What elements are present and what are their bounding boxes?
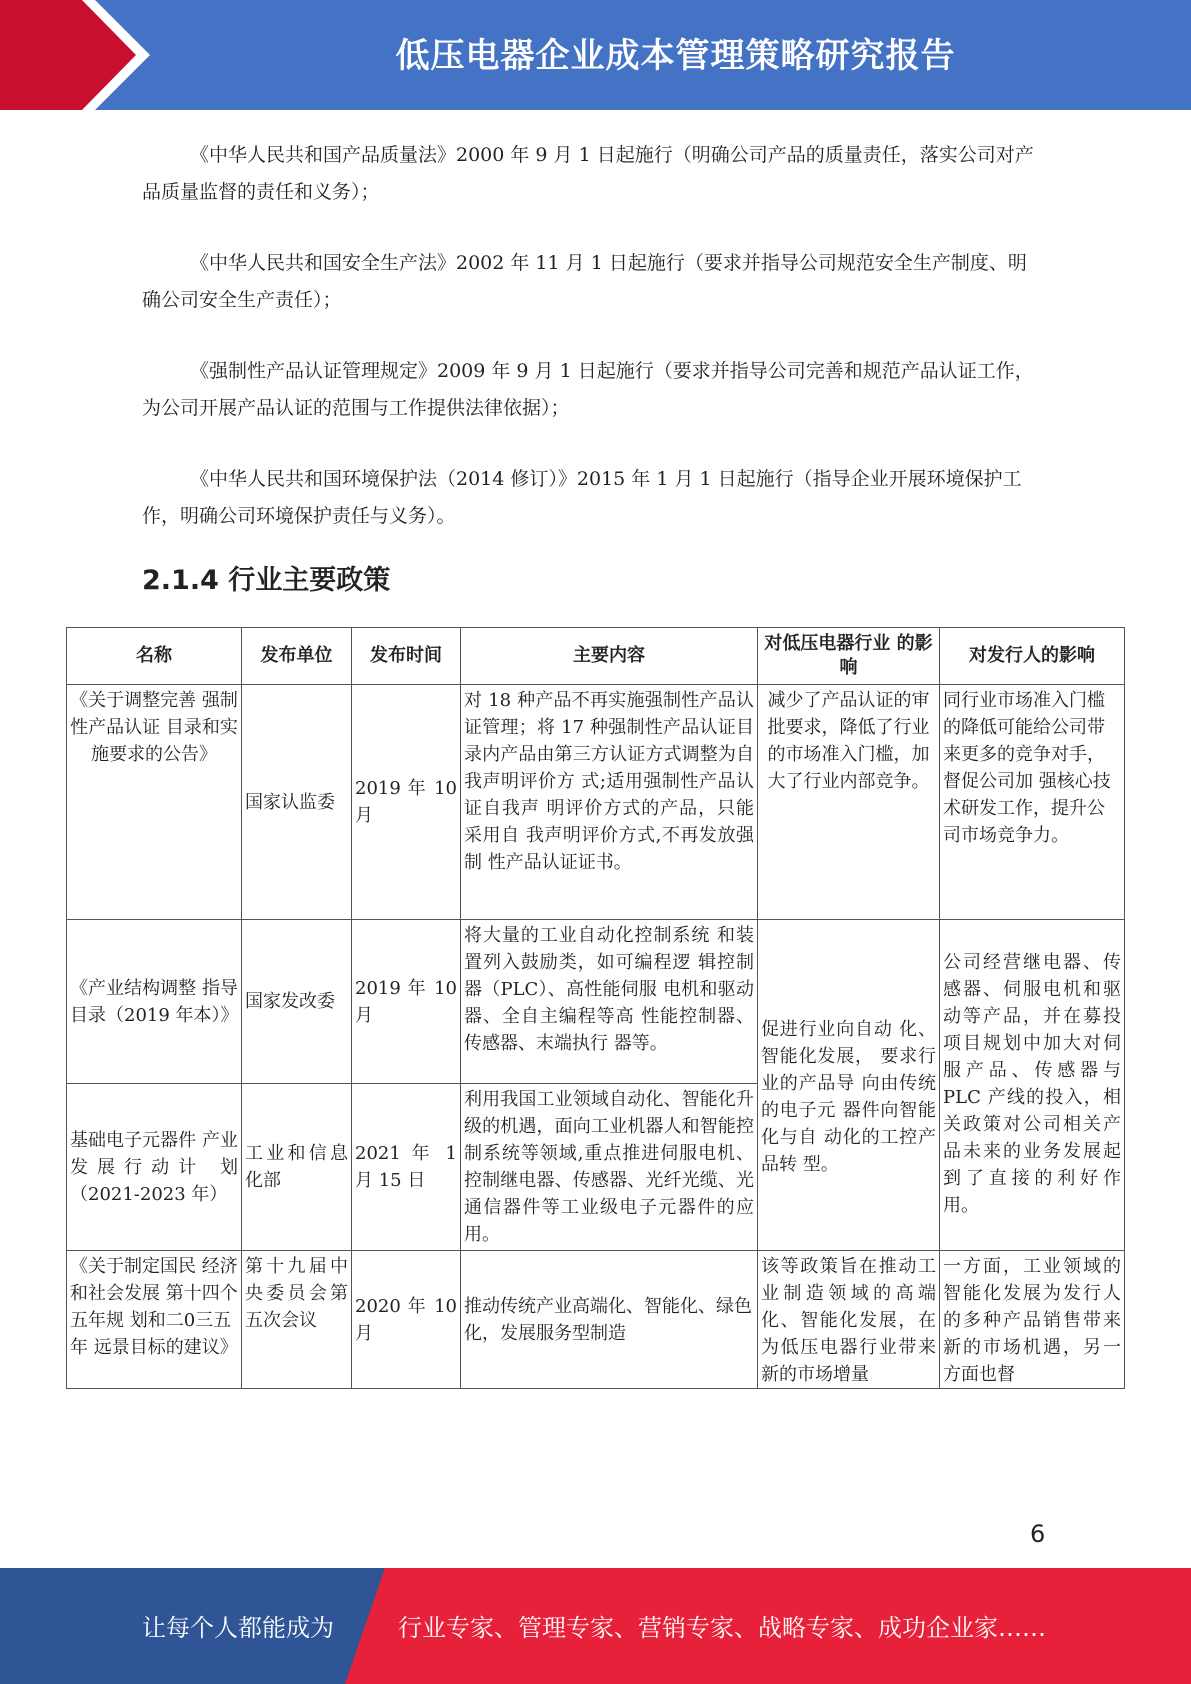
column-header-name: 名称 xyxy=(67,628,242,685)
policy-name: 《关于调整完善 强制性产品认证 目录和实施要求的公告》 xyxy=(67,685,242,920)
paragraph-compulsory-certification: 《强制性产品认证管理规定》2009 年 9 月 1 日起施行（要求并指导公司完善和规范产品认证工作，为公司开展产品认证的范围与工作提供法律依据）； xyxy=(142,360,1034,419)
policy-name: 基础电子元器件 产业发展行动计 划（2021-2023 年） xyxy=(67,1084,242,1251)
industry-impact xyxy=(758,1251,940,1389)
policy-content: 对 18 种产品不再实施强制性产品认证管理；将 17 种强制性产品认证目录内产品由第三方认证方式调整为自我声明评价方 式;适用强制性产品认证自我声 明评价方式的产品，只能采用自 我声明评价方式,不再发放强制 性产品认证证书。 xyxy=(461,685,758,920)
table-row xyxy=(67,685,1125,920)
table-row xyxy=(67,1251,1125,1389)
header-banner xyxy=(0,0,1191,110)
policy-issuer: 工业和信息化部 xyxy=(242,1084,352,1251)
footer-slogan-left: 让每个人都能成为 xyxy=(142,1614,334,1642)
policy-content-text: 推动传统产业高端化、智能化、绿色化，发展服务型制造 xyxy=(464,1295,752,1344)
page-number: 6 xyxy=(1030,1520,1046,1548)
paragraph-safety-production-law: 《中华人民共和国安全生产法》2002 年 11 月 1 日起施行（要求并指导公司规范安全生产制度、明确公司安全生产责任）； xyxy=(142,252,1027,311)
paragraph-environmental-law: 《中华人民共和国环境保护法（2014 修订）》2015 年 1 月 1 日起施行（指导企业开展环境保护工作，明确公司环境保护责任与义务）。 xyxy=(142,468,1022,527)
policy-content: 利用我国工业领域自动化、智能化升级的机遇，面向工业机器人和智能控制系统等领域,重点推进伺服电机、控制继电器、传感器、光纤光缆、光通信器件等工业级电子元器件的应用。 xyxy=(461,1084,758,1251)
policy-date xyxy=(352,1251,461,1389)
footer-slogan-right: 行业专家、管理专家、营销专家、战略专家、成功企业家…… xyxy=(398,1614,1046,1642)
column-header-date: 发布时间 xyxy=(352,628,461,685)
policy-issuer-text: 第十九届中央委员会第五次会议 xyxy=(245,1256,348,1331)
industry-impact-merged xyxy=(758,920,940,1251)
policy-name: 《产业结构调整 指导目录（2019 年本）》 xyxy=(67,920,242,1084)
policy-name-text: 《关于制定国民 经济和社会发展 第十四个五年规 划和二0三五年 远景目标的建议》 xyxy=(70,1256,238,1358)
section-heading: 2.1.4 行业主要政策 xyxy=(142,565,391,596)
column-header-content: 主要内容 xyxy=(461,628,758,685)
column-header-issuer-impact: 对发行人的影响 xyxy=(940,628,1125,685)
policy-issuer xyxy=(242,1251,352,1389)
issuer-impact-merged-text: 公司经营继电器、传感器、伺服电机和驱动等产品，并在募投项目规划中加大对伺服产品、传感器与 PLC 产线的投入，相关政策对公司相关产品未来的业务发展起到了直接的利好作 用。 xyxy=(943,952,1121,1216)
policy-date: 2021 年 1 月 15 日 xyxy=(352,1084,461,1251)
issuer-impact: 同行业市场准入门槛的降低可能给公司带来更多的竞争对手，督促公司加 强核心技术研发工作，提升公司市场竞争力。 xyxy=(940,685,1125,920)
policy-date: 2019 年 10 月 xyxy=(352,685,461,920)
industry-impact-text: 该等政策旨在推动工业制造领域的高端化、智能化发展，在为低压电器行业带来新的市场增量 xyxy=(761,1256,936,1385)
table-row xyxy=(67,920,1125,1084)
policy-name xyxy=(67,1251,242,1389)
table-header-row xyxy=(67,628,1125,685)
column-header-issuer: 发布单位 xyxy=(242,628,352,685)
policy-content: 将大量的工业自动化控制系统 和装置列入鼓励类，如可编程逻 辑控制器（PLC）、高性能伺服 电机和驱动器、全自主编程等高 性能控制器、传感器、末端执行 器等。 xyxy=(461,920,758,1084)
paragraph-product-quality-law: 《中华人民共和国产品质量法》2000 年 9 月 1 日起施行（明确公司产品的质量责任，落实公司对产品质量监督的责任和义务）； xyxy=(142,144,1034,203)
policy-issuer: 国家认监委 xyxy=(242,685,352,920)
industry-impact-merged-text: 促进行业向自动 化、智能化发展， 要求行业的产品导 向由传统的电子元 器件向智能化与自 动化的工控产品转 型。 xyxy=(761,1019,936,1175)
report-title: 低压电器企业成本管理策略研究报告 xyxy=(395,36,956,76)
red-arrow-decoration xyxy=(0,0,160,110)
issuer-impact xyxy=(940,1251,1125,1389)
issuer-impact-text: 一方面，工业领域的智能化发展为发行人的多种产品销售带来新的市场机遇，另一方面也督 xyxy=(943,1256,1121,1385)
policy-issuer: 国家发改委 xyxy=(242,920,352,1084)
industry-impact: 减少了产品认证的审批要求，降低了行业的市场准入门槛，加大了行业内部竞争。 xyxy=(758,685,940,920)
policy-date-text: 2020 年 10 月 xyxy=(355,1295,457,1344)
policy-date: 2019 年 10 月 xyxy=(352,920,461,1084)
policy-table xyxy=(66,627,1125,1389)
issuer-impact-merged xyxy=(940,920,1125,1251)
policy-content xyxy=(461,1251,758,1389)
column-header-industry-impact: 对低压电器行业 的影响 xyxy=(758,628,940,685)
footer-banner xyxy=(0,1568,1191,1684)
